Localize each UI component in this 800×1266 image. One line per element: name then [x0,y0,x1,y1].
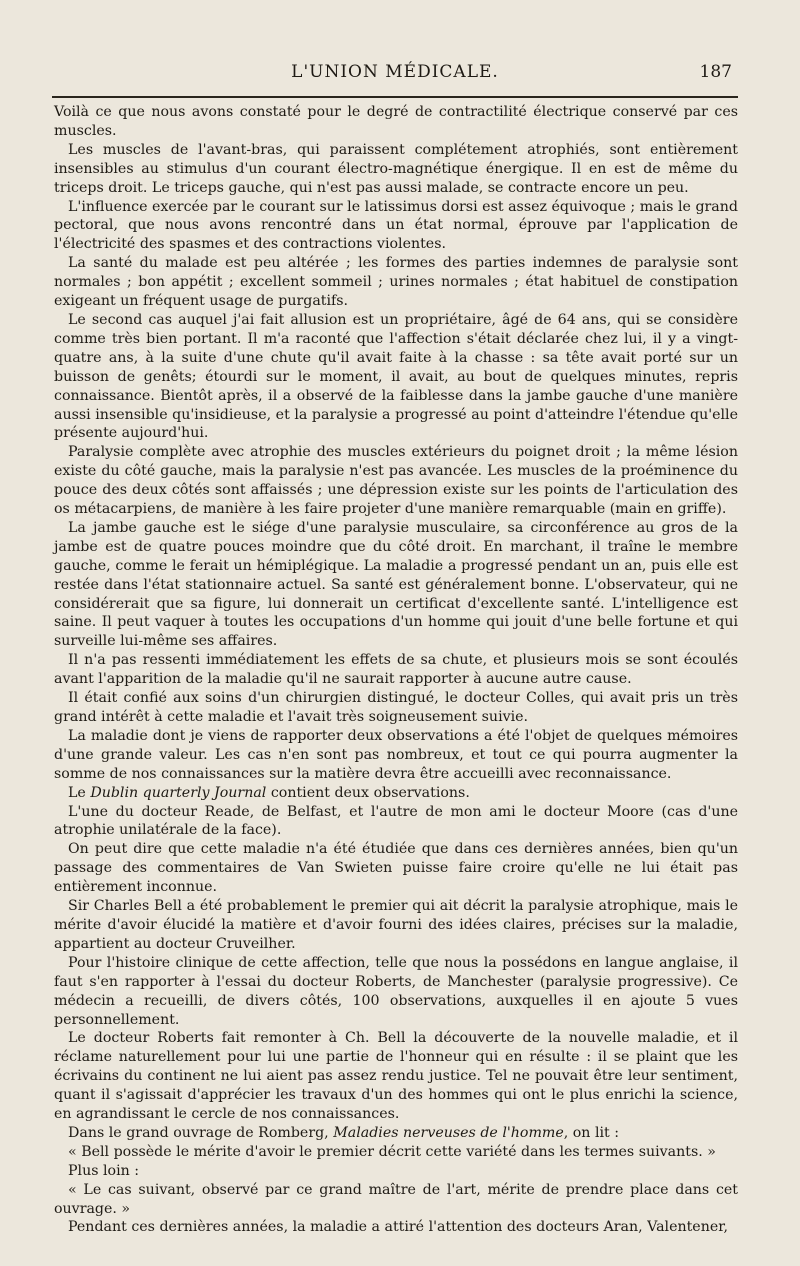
paragraph: Le second cas auquel j'ai fait allusion est un propriétaire, âgé de 64 ans, qui se considère comme très bien portant. Il m'a raconté que l'affection s'était déclarée chez lui, il y a vingt-quatre ans, à la suite d'une chute qu'il avait faite à la chasse : sa tête avait porté sur un buisson de genêts; étourdi sur le moment, il avait, au bout de quelques minutes, repris connaissance. Bientôt après, il a observé de la faiblesse dans la jambe gauche d'une manière aussi insensible qu'insidieuse, et la paralysie a progressé au point d'atteindre l'étendue qu'elle présente aujourd'hui. [54,311,738,442]
running-title: L'UNION MÉDICALE. [291,62,499,82]
quote: « Le cas suivant, observé par ce grand maître de l'art, mérite de prendre place dans cet ouvrage. » [54,1181,738,1217]
paragraph: L'influence exercée par le courant sur le latissimus dorsi est assez équivoque ; mais le grand pectoral, que nous avons rencontré dans un état normal, éprouve par l'application de l'électricité des spasmes et des contractions violentes. [54,198,738,253]
paragraph-romberg [54,1124,738,1143]
paragraph: La jambe gauche est le siége d'une paralysie musculaire, sa circonférence au gros de la jambe est de quatre pouces moindre que du côté droit. En marchant, il traîne le membre gauche, comme le ferait un hémiplégique. La maladie a progressé pendant un an, puis elle est restée dans l'état stationnaire actuel. Sa santé est généralement bonne. L'observateur, qui ne considérerait que sa figure, lui donnerait un certificat d'excellente santé. L'intelligence est saine. Il peut vaquer à toutes les occupations d'un homme qui jouit d'une belle fortune et qui surveille lui-même ses affaires. [54,519,738,650]
paragraph: Paralysie complète avec atrophie des muscles extérieurs du poignet droit ; la même lésion existe du côté gauche, mais la paralysie n'est pas avancée. Les muscles de la proéminence du pouce des deux côtés sont affaissés ; une dépression existe sur les points de l'articulation des os métacarpiens, de manière à les faire projeter d'une manière remarquable (main en griffe). [54,444,738,518]
paragraph: L'une du docteur Reade, de Belfast, et l'autre de mon ami le docteur Moore (cas d'une atrophie unilatérale de la face). [54,803,738,839]
paragraph: Voilà ce que nous avons constaté pour le degré de contractilité électrique conservé par ces muscles. [54,104,738,139]
paragraph: La maladie dont je viens de rapporter deux observations a été l'objet de quelques mémoires d'une grande valeur. Les cas n'en sont pas nombreux, et tout ce qui pourra augmenter la somme de nos connaissances sur la matière devra être accueilli avec reconnaissance. [54,727,738,782]
quote: « Bell possède le mérite d'avoir le premier décrit cette variété dans les termes suivants. » [68,1143,716,1160]
paragraph-dublin [54,784,738,803]
text-span: Dans le grand ouvrage de Romberg, [68,1124,334,1141]
body-text [54,103,738,1237]
paragraph: Le docteur Roberts fait remonter à Ch. Bell la découverte de la nouvelle maladie, et il réclame naturellement pour lui une partie de l'honneur qui en résulte : il se plaint que les écrivains du continent ne lui aient pas assez rendu justice. Tel ne pouvait être leur sentiment, quant il s'agissait d'apprécier les travaux d'un des hommes qui ont le plus enrichi la science, en agrandissant le cercle de nos connaissances. [54,1030,738,1123]
book-title: Maladies nerveuses de l'homme [333,1124,564,1141]
text-span: Le [68,784,91,801]
journal-title: Dublin quarterly Journal [90,784,267,801]
paragraph: La santé du malade est peu altérée ; les formes des parties indemnes de paralysie sont normales ; bon appétit ; excellent sommeil ; urines normales ; état habituel de constipation exigeant un fréquent usage de purgatifs. [54,255,738,310]
text-span: , on lit : [563,1124,620,1141]
paragraph: Il n'a pas ressenti immédiatement les effets de sa chute, et plusieurs mois se sont écoulés avant l'apparition de la maladie qu'il ne saurait rapporter à aucune autre cause. [54,652,738,688]
paragraph: Sir Charles Bell a été probablement le premier qui ait décrit la paralysie atrophique, mais le mérite d'avoir élucidé la matière et d'avoir fourni des idées claires, précises sur la maladie, appartient au docteur Cruveilher. [54,898,738,952]
paragraph: Pour l'histoire clinique de cette affection, telle que nous la possédons en langue anglaise, il faut s'en rapporter à l'essai du docteur Roberts, de Manchester (paralysie progressive). Ce médecin a recueilli, de divers côtés, 100 observations, auxquelles il en ajoute 5 vues personnellement. [54,954,738,1028]
text-span: contient deux observations. [266,784,470,801]
paragraph: On peut dire que cette maladie n'a été étudiée que dans ces dernières années, bien qu'un passage des commentaires de Van Swieten puisse faire croire qu'elle ne lui était pas entièrement inconnue. [54,841,738,896]
header-rule [52,96,738,98]
page-number: 187 [699,62,732,82]
paragraph: Les muscles de l'avant-bras, qui paraissent complétement atrophiés, sont entièrement insensibles au stimulus d'un courant électro-magnétique énergique. Il en est de même du triceps droit. Le triceps gauche, qui n'est pas aussi malade, se contracte encore un peu. [54,141,738,196]
paragraph: Il était confié aux soins d'un chirurgien distingué, le docteur Colles, qui avait pris un très grand intérêt à cette maladie et l'avait très soigneusement suivie. [54,690,738,725]
paragraph: Plus loin : [68,1162,140,1179]
page-header [50,62,740,90]
paragraph: Pendant ces dernières années, la maladie a attiré l'attention des docteurs Aran, Valentener, [68,1219,728,1236]
